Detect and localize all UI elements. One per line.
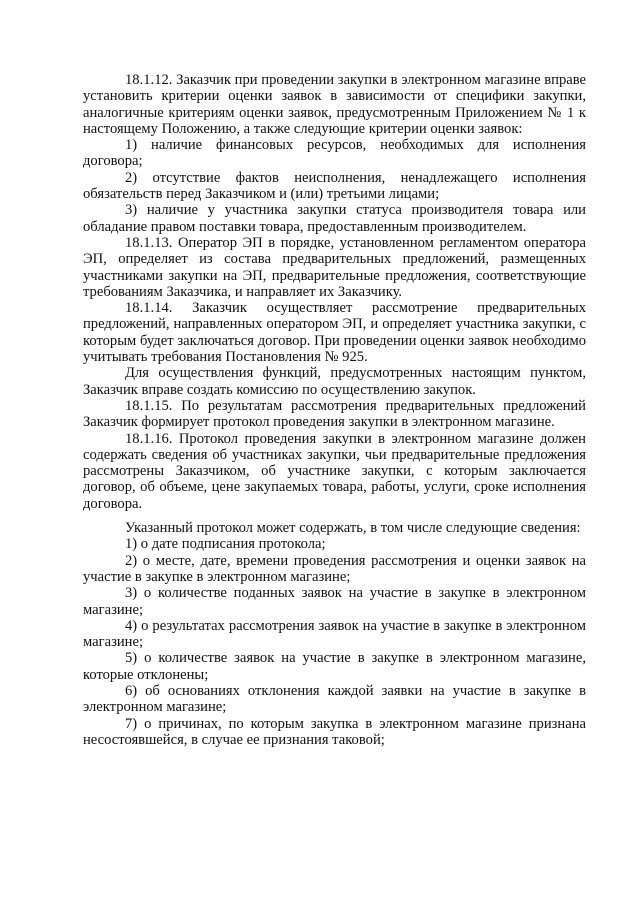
list-item: 3) о количестве поданных заявок на участие в закупке в электронном магазине; <box>83 585 586 618</box>
list-item: 2) о месте, дате, времени проведения рассмотрения и оценки заявок на участие в закупке в электронном магазине; <box>83 552 586 585</box>
document-body <box>83 72 586 748</box>
paragraph-18-1-14: 18.1.14. Заказчик осуществляет рассмотрение предварительных предложений, направленных оператором ЭП, и определяет участника закупки, с которым будет заключаться договор. При проведении оценки заявок необходимо учитывать требования Постановления № 925. <box>83 300 586 366</box>
list-item: 3) наличие у участника закупки статуса производителя товара или обладание правом поставки товара, предоставленным производителем. <box>83 202 586 235</box>
paragraph-protocol-intro: Указанный протокол может содержать, в том числе следующие сведения: <box>125 520 581 537</box>
list-item: 4) о результатах рассмотрения заявок на участие в закупке в электронном магазине; <box>83 617 586 651</box>
paragraph-commission: Для осуществления функций, предусмотренных настоящим пунктом, Заказчик вправе создать комиссию по осуществлению закупок. <box>83 365 586 398</box>
list-item: 7) о причинах, по которым закупка в электронном магазине признана несостоявшейся, в случае ее признания таковой; <box>83 715 586 748</box>
paragraph-18-1-12: 18.1.12. Заказчик при проведении закупки в электронном магазине вправе установить критерии оценки заявок в зависимости от специфики закупки, аналогичные критериям оценки заявок, предусмотренным Приложением № 1 к настоящему Положению, а также следующие критерии оценки заявок: <box>83 72 586 137</box>
list-item: 1) наличие финансовых ресурсов, необходимых для исполнения договора; <box>83 137 586 170</box>
list-item: 2) отсутствие фактов неисполнения, ненадлежащего исполнения обязательств перед Заказчиком и (или) третьими лицами; <box>83 169 586 203</box>
paragraph-18-1-15: 18.1.15. По результатам рассмотрения предварительных предложений Заказчик формирует протокол проведения закупки в электронном магазине. <box>83 397 586 431</box>
paragraph-18-1-13: 18.1.13. Оператор ЭП в порядке, установленном регламентом оператора ЭП, определяет из состава предварительных предложений, размещенных участниками закупки на ЭП, предварительные предложения, соответствующие требованиям Заказчика, и направляет их Заказчику. <box>83 234 586 300</box>
paragraph-18-1-16: 18.1.16. Протокол проведения закупки в электронном магазине должен содержать сведения об участниках закупки, чьи предварительные предложения рассмотрены Заказчиком, об участнике закупки, с которым заключается договор, об объеме, цене закупаемых товара, работы, услуги, сроке исполнения договора. <box>83 430 586 512</box>
list-item: 1) о дате подписания протокола; <box>125 536 326 553</box>
list-item: 6) об основаниях отклонения каждой заявки на участие в закупке в электронном магазине; <box>83 682 586 716</box>
list-item: 5) о количестве заявок на участие в закупке в электронном магазине, которые отклонены; <box>83 650 586 683</box>
